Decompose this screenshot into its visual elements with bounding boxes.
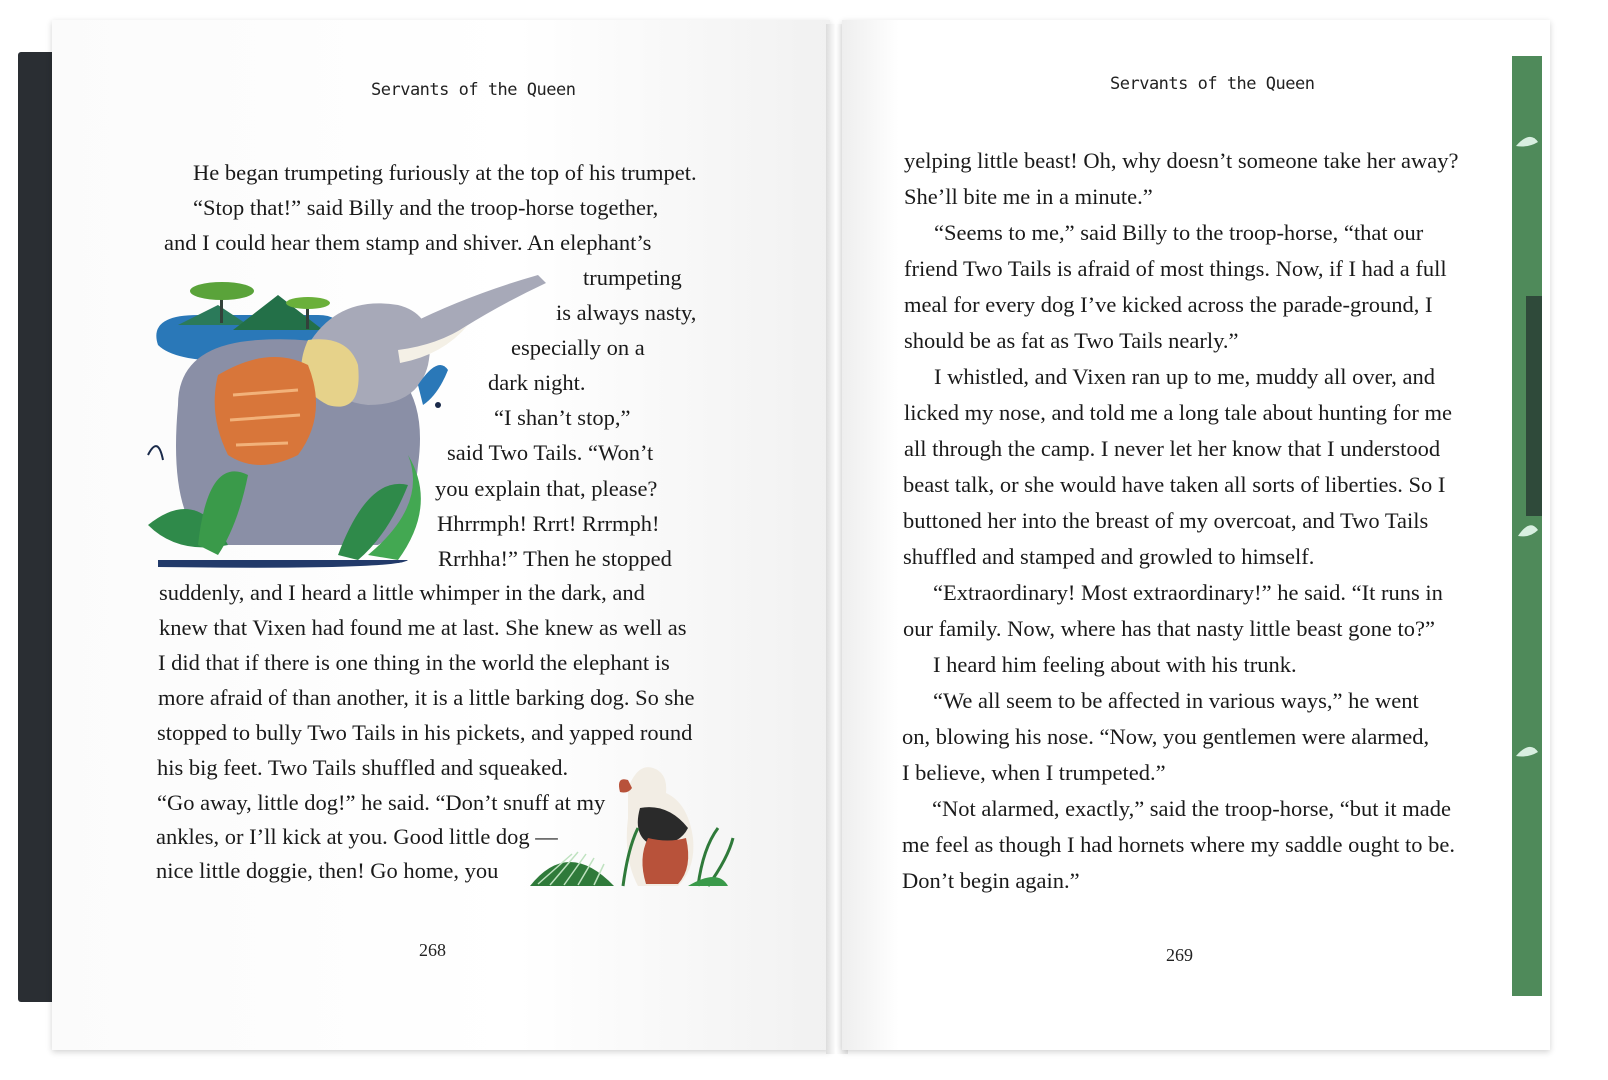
- right-line-4: friend Two Tails is afraid of most things. Now, if I had a full: [904, 256, 1447, 281]
- left-line-9: said Two Tails. “Won’t: [447, 440, 654, 465]
- right-line-19: “Not alarmed, exactly,” said the troop-horse, “but it made: [932, 796, 1451, 821]
- right-line-2: She’ll bite me in a minute.”: [904, 184, 1153, 209]
- left-line-7: dark night.: [488, 370, 586, 395]
- right-page: [842, 20, 1550, 1050]
- right-line-10: beast talk, or she would have taken all sorts of liberties. So I: [903, 472, 1446, 497]
- elephant-illustration: [138, 255, 578, 570]
- left-line-1: He began trumpeting furiously at the top of his trumpet.: [193, 160, 697, 185]
- right-line-3: “Seems to me,” said Billy to the troop-horse, “that our: [934, 220, 1424, 245]
- left-line-4: trumpeting: [583, 265, 682, 290]
- left-line-16: more afraid of than another, it is a little barking dog. So she: [158, 685, 695, 710]
- right-page-number: 269: [1166, 945, 1193, 965]
- left-line-15: I did that if there is one thing in the world the elephant is: [158, 650, 670, 675]
- right-line-14: our family. Now, where has that nasty little beast gone to?”: [903, 616, 1435, 641]
- left-line-6: especially on a: [511, 335, 645, 360]
- left-line-3: and I could hear them stamp and shiver. An elephant’s: [164, 230, 652, 255]
- left-line-11: Hhrrmph! Rrrt! Rrrmph!: [437, 511, 660, 536]
- right-line-1: yelping little beast! Oh, why doesn’t someone take her away?: [904, 148, 1459, 173]
- left-line-20: ankles, or I’ll kick at you. Good little dog —: [156, 824, 558, 849]
- right-line-9: all through the camp. I never let her know that I understood: [904, 436, 1441, 461]
- left-line-8: “I shan’t stop,”: [494, 405, 631, 430]
- right-line-13: “Extraordinary! Most extraordinary!” he said. “It runs in: [933, 580, 1443, 605]
- left-line-2: “Stop that!” said Billy and the troop-horse together,: [193, 195, 659, 220]
- left-running-head: Servants of the Queen: [371, 80, 576, 100]
- left-line-13: suddenly, and I heard a little whimper in the dark, and: [159, 580, 645, 605]
- left-line-19: “Go away, little dog!” he said. “Don’t snuff at my: [157, 790, 606, 815]
- right-line-20: me feel as though I had hornets where my saddle ought to be.: [902, 832, 1455, 857]
- left-line-14: knew that Vixen had found me at last. She knew as well as: [159, 615, 687, 640]
- left-line-18: his big feet. Two Tails shuffled and squeaked.: [157, 755, 569, 780]
- cover-edge-leaves: [1512, 56, 1542, 996]
- right-line-7: I whistled, and Vixen ran up to me, muddy all over, and: [934, 364, 1435, 389]
- right-line-21: Don’t begin again.”: [902, 868, 1080, 893]
- right-line-8: licked my nose, and told me a long tale about hunting for me: [904, 400, 1452, 425]
- right-line-11: buttoned her into the breast of my overcoat, and Two Tails: [903, 508, 1429, 533]
- right-line-16: “We all seem to be affected in various ways,” he went: [933, 688, 1419, 713]
- left-line-21: nice little doggie, then! Go home, you: [156, 858, 499, 883]
- right-running-head: Servants of the Queen: [1110, 74, 1315, 94]
- left-line-10: you explain that, please?: [435, 476, 658, 501]
- right-line-18: I believe, when I trumpeted.”: [902, 760, 1166, 785]
- right-line-12: shuffled and stamped and growled to himself.: [903, 544, 1315, 569]
- left-page-number: 268: [419, 940, 446, 960]
- right-line-5: meal for every dog I’ve kicked across the parade-ground, I: [904, 292, 1433, 317]
- right-line-17: on, blowing his nose. “Now, you gentlemen were alarmed,: [902, 724, 1430, 749]
- left-line-12: Rrrhha!” Then he stopped: [438, 546, 672, 571]
- right-line-6: should be as fat as Two Tails nearly.”: [904, 328, 1239, 353]
- left-line-17: stopped to bully Two Tails in his pickets, and yapped round: [157, 720, 693, 745]
- right-line-15: I heard him feeling about with his trunk.: [933, 652, 1297, 677]
- dog-illustration: [528, 758, 738, 898]
- left-line-5: is always nasty,: [556, 300, 697, 325]
